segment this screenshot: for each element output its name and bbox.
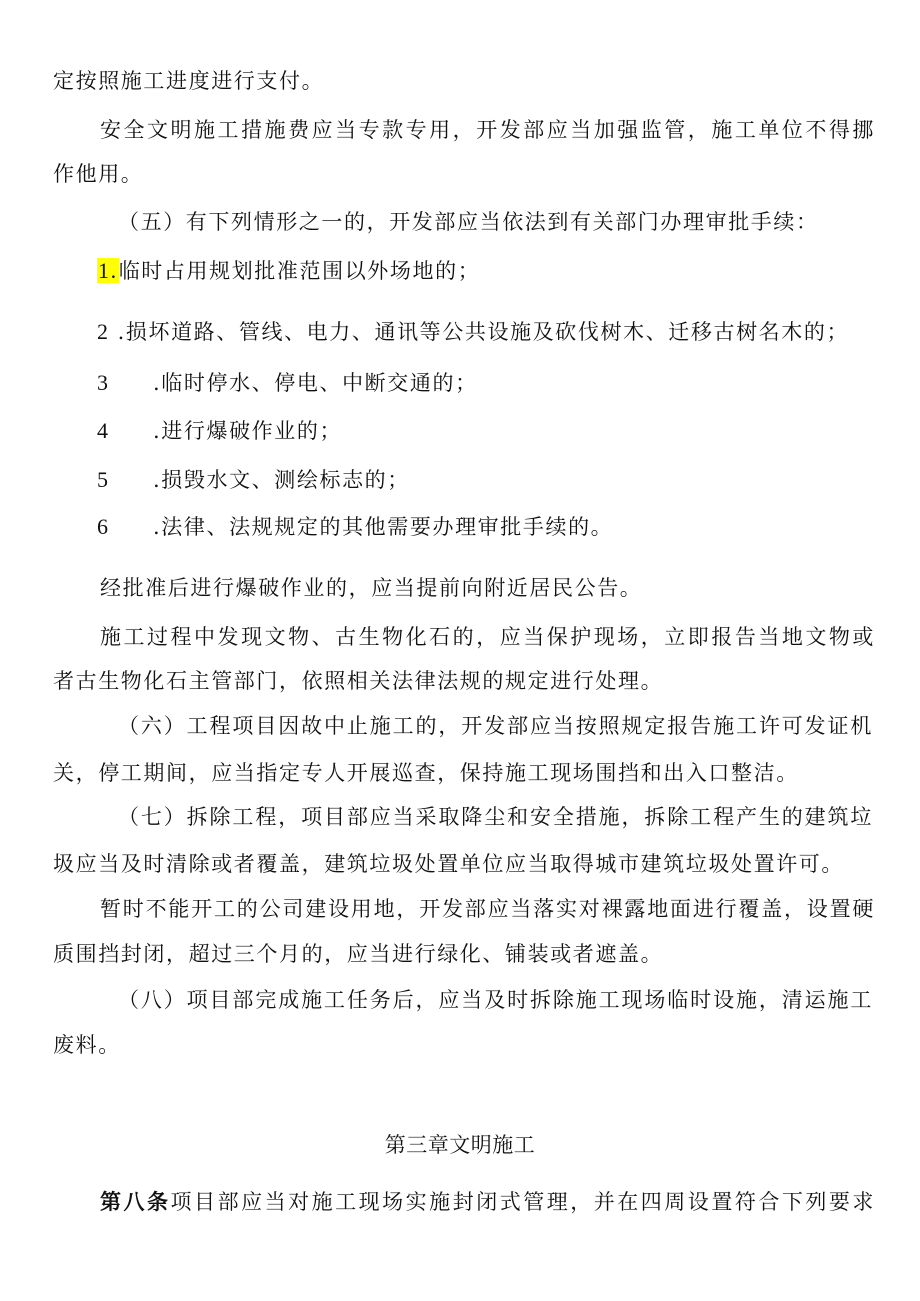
paragraph-line: （八）项目部完成施工任务后，应当及时拆除施工现场临时设施，清运施工: [118, 988, 873, 1012]
list-item-text: .损坏道路、管线、电力、通讯等公共设施及砍伐树木、迁移古树名木的；: [117, 320, 850, 344]
list-item-number: 3: [97, 370, 110, 395]
paragraph-line: 定按照施工进度进行支付。: [53, 69, 325, 93]
list-item: [97, 368, 478, 398]
paragraph-line: 者古生物化石主管部门，依照相关法律法规的规定进行处理。: [53, 669, 664, 693]
article-text: 项目部应当对施工现场实施封闭式管理，并在四周设置符合下列要求: [170, 1190, 875, 1214]
paragraph-line: （五）有下列情形之一的，开发部应当依法到有关部门办理审批手续：: [118, 210, 819, 234]
paragraph-line: 圾应当及时清除或者覆盖，建筑垃圾处置单位应当取得城市建筑垃圾处置许可。: [53, 852, 844, 876]
paragraph-line: 经批准后进行爆破作业的，应当提前向附近居民公告。: [100, 576, 643, 600]
list-item: [97, 512, 613, 542]
list-item-text: .临时停水、停电、中断交通的；: [153, 371, 478, 395]
list-item-text: .进行爆破作业的；: [153, 419, 343, 443]
paragraph-line: （七）拆除工程，项目部应当采取降尘和安全措施，拆除工程产生的建筑垃: [118, 805, 873, 829]
list-item: [97, 416, 342, 446]
article-line: [100, 1187, 875, 1217]
paragraph-line: （六）工程项目因故中止施工的，开发部应当按照规定报告施工许可发证机: [118, 714, 873, 738]
list-item-number: 5: [97, 467, 110, 492]
paragraph-line: 施工过程中发现文物、古生物化石的，应当保护现场，立即报告当地文物或: [100, 625, 875, 649]
chapter-title: 第三章文明施工: [384, 1133, 536, 1157]
paragraph-line: 关，停工期间，应当指定专人开展巡查，保持施工现场围挡和出入口整洁。: [53, 761, 799, 785]
list-item-number: 2: [97, 319, 110, 344]
list-item: [97, 256, 480, 286]
article-label: 第八条: [100, 1190, 171, 1214]
paragraph-line: 暂时不能开工的公司建设用地，开发部应当落实对裸露地面进行覆盖，设置硬: [100, 897, 875, 921]
list-item-text: .损毁水文、测绘标志的；: [153, 468, 410, 492]
paragraph-line: 质围挡封闭，超过三个月的，应当进行绿化、铺装或者遮盖。: [53, 942, 664, 966]
paragraph-line: 安全文明施工措施费应当专款专用，开发部应当加强监管，施工单位不得挪: [100, 118, 875, 142]
paragraph-line: 废料。: [53, 1033, 121, 1057]
list-item-text: .法律、法规规定的其他需要办理审批手续的。: [153, 515, 614, 539]
list-item-text: 临时占用规划批准范围以外场地的；: [118, 259, 481, 283]
list-item: [97, 465, 410, 495]
list-item-number: 6: [97, 514, 110, 539]
list-item: [97, 317, 849, 347]
list-item-number: 4: [97, 418, 110, 443]
paragraph-line: 作他用。: [53, 162, 144, 186]
highlighted-number: 1.: [98, 258, 118, 283]
